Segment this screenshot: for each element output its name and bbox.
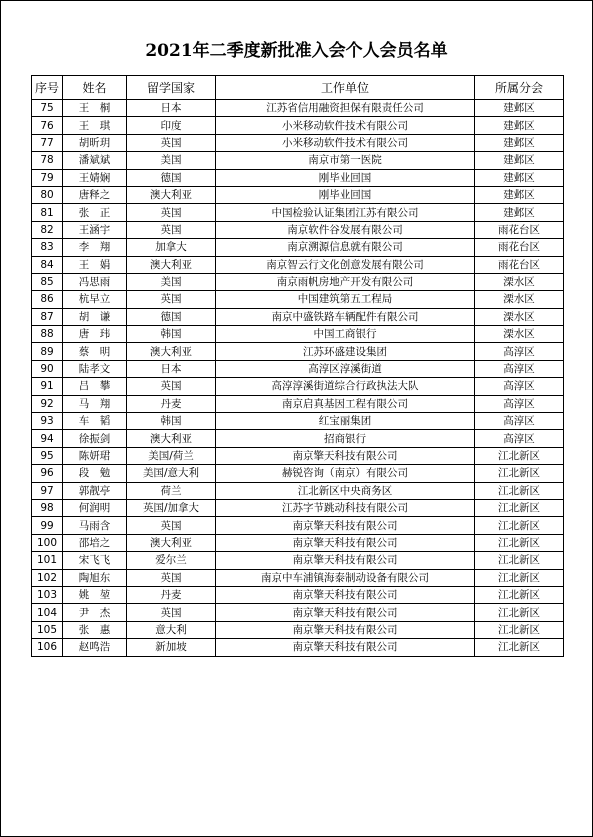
cell-country: 英国 bbox=[127, 221, 216, 238]
cell-branch: 雨花台区 bbox=[475, 239, 564, 256]
cell-name: 尹 杰 bbox=[63, 604, 127, 621]
cell-employer: 南京擎天科技有限公司 bbox=[216, 447, 475, 464]
cell-seq: 82 bbox=[32, 221, 63, 238]
table-row bbox=[32, 326, 564, 343]
cell-employer: 招商银行 bbox=[216, 430, 475, 447]
cell-employer: 南京擎天科技有限公司 bbox=[216, 534, 475, 551]
cell-seq: 80 bbox=[32, 186, 63, 203]
cell-branch: 江北新区 bbox=[475, 447, 564, 464]
cell-branch: 建邺区 bbox=[475, 204, 564, 221]
cell-country: 日本 bbox=[127, 360, 216, 377]
cell-seq: 94 bbox=[32, 430, 63, 447]
cell-branch: 江北新区 bbox=[475, 586, 564, 603]
cell-name: 王涵宇 bbox=[63, 221, 127, 238]
cell-seq: 77 bbox=[32, 134, 63, 151]
cell-country: 英国 bbox=[127, 517, 216, 534]
table-row bbox=[32, 517, 564, 534]
cell-employer: 南京中盛铁路车辆配件有限公司 bbox=[216, 308, 475, 325]
cell-country: 英国 bbox=[127, 569, 216, 586]
cell-country: 澳大利亚 bbox=[127, 186, 216, 203]
cell-branch: 建邺区 bbox=[475, 100, 564, 117]
cell-branch: 建邺区 bbox=[475, 186, 564, 203]
table-row bbox=[32, 256, 564, 273]
table-header-row bbox=[32, 76, 564, 100]
cell-employer: 南京擎天科技有限公司 bbox=[216, 586, 475, 603]
cell-seq: 91 bbox=[32, 378, 63, 395]
cell-employer: 南京擎天科技有限公司 bbox=[216, 517, 475, 534]
cell-employer: 南京启真基因工程有限公司 bbox=[216, 395, 475, 412]
cell-employer: 南京擎天科技有限公司 bbox=[216, 639, 475, 656]
cell-name: 王 桐 bbox=[63, 100, 127, 117]
cell-branch: 建邺区 bbox=[475, 169, 564, 186]
cell-name: 王 娟 bbox=[63, 256, 127, 273]
cell-employer: 南京软件谷发展有限公司 bbox=[216, 221, 475, 238]
cell-seq: 97 bbox=[32, 482, 63, 499]
cell-country: 日本 bbox=[127, 100, 216, 117]
cell-name: 王婧娴 bbox=[63, 169, 127, 186]
cell-branch: 高淳区 bbox=[475, 360, 564, 377]
cell-seq: 79 bbox=[32, 169, 63, 186]
cell-employer: 小米移动软件技术有限公司 bbox=[216, 117, 475, 134]
cell-seq: 99 bbox=[32, 517, 63, 534]
cell-country: 澳大利亚 bbox=[127, 534, 216, 551]
cell-seq: 93 bbox=[32, 413, 63, 430]
table-row bbox=[32, 499, 564, 516]
cell-name: 陶旭东 bbox=[63, 569, 127, 586]
cell-name: 潘斌斌 bbox=[63, 152, 127, 169]
cell-name: 马 翔 bbox=[63, 395, 127, 412]
table-row bbox=[32, 239, 564, 256]
cell-branch: 江北新区 bbox=[475, 604, 564, 621]
cell-branch: 江北新区 bbox=[475, 517, 564, 534]
cell-name: 姚 堃 bbox=[63, 586, 127, 603]
cell-country: 美国/意大利 bbox=[127, 465, 216, 482]
cell-name: 郭靓亭 bbox=[63, 482, 127, 499]
cell-seq: 78 bbox=[32, 152, 63, 169]
cell-seq: 86 bbox=[32, 291, 63, 308]
table-row bbox=[32, 569, 564, 586]
cell-branch: 江北新区 bbox=[475, 499, 564, 516]
cell-branch: 雨花台区 bbox=[475, 256, 564, 273]
table-row bbox=[32, 186, 564, 203]
cell-branch: 高淳区 bbox=[475, 430, 564, 447]
cell-name: 李 翔 bbox=[63, 239, 127, 256]
cell-branch: 高淳区 bbox=[475, 395, 564, 412]
header-branch: 所属分会 bbox=[475, 76, 564, 100]
cell-seq: 105 bbox=[32, 621, 63, 638]
cell-country: 丹麦 bbox=[127, 395, 216, 412]
cell-employer: 赫锐咨询（南京）有限公司 bbox=[216, 465, 475, 482]
cell-country: 荷兰 bbox=[127, 482, 216, 499]
cell-branch: 高淳区 bbox=[475, 343, 564, 360]
cell-name: 胡 谦 bbox=[63, 308, 127, 325]
cell-branch: 高淳区 bbox=[475, 413, 564, 430]
table-row bbox=[32, 621, 564, 638]
table-row bbox=[32, 117, 564, 134]
cell-country: 加拿大 bbox=[127, 239, 216, 256]
cell-country: 韩国 bbox=[127, 326, 216, 343]
cell-country: 印度 bbox=[127, 117, 216, 134]
cell-seq: 100 bbox=[32, 534, 63, 551]
cell-employer: 中国检验认证集团江苏有限公司 bbox=[216, 204, 475, 221]
table-row bbox=[32, 273, 564, 290]
cell-branch: 江北新区 bbox=[475, 569, 564, 586]
cell-branch: 溧水区 bbox=[475, 273, 564, 290]
table-row bbox=[32, 586, 564, 603]
cell-name: 吕 攀 bbox=[63, 378, 127, 395]
cell-branch: 溧水区 bbox=[475, 326, 564, 343]
cell-employer: 南京擎天科技有限公司 bbox=[216, 621, 475, 638]
table-row bbox=[32, 430, 564, 447]
cell-name: 王 琪 bbox=[63, 117, 127, 134]
cell-seq: 98 bbox=[32, 499, 63, 516]
cell-employer: 刚毕业回国 bbox=[216, 186, 475, 203]
cell-seq: 83 bbox=[32, 239, 63, 256]
cell-name: 徐振剑 bbox=[63, 430, 127, 447]
table-row bbox=[32, 204, 564, 221]
cell-name: 冯思雨 bbox=[63, 273, 127, 290]
cell-country: 英国/加拿大 bbox=[127, 499, 216, 516]
cell-seq: 87 bbox=[32, 308, 63, 325]
cell-name: 段 勉 bbox=[63, 465, 127, 482]
cell-employer: 南京擎天科技有限公司 bbox=[216, 604, 475, 621]
cell-branch: 溧水区 bbox=[475, 291, 564, 308]
cell-name: 唐释之 bbox=[63, 186, 127, 203]
cell-country: 德国 bbox=[127, 308, 216, 325]
header-name: 姓名 bbox=[63, 76, 127, 100]
cell-name: 蔡 明 bbox=[63, 343, 127, 360]
cell-name: 邵培之 bbox=[63, 534, 127, 551]
header-country: 留学国家 bbox=[127, 76, 216, 100]
cell-country: 英国 bbox=[127, 378, 216, 395]
cell-name: 宋飞飞 bbox=[63, 552, 127, 569]
cell-country: 英国 bbox=[127, 134, 216, 151]
cell-employer: 红宝丽集团 bbox=[216, 413, 475, 430]
cell-country: 澳大利亚 bbox=[127, 430, 216, 447]
table-row bbox=[32, 534, 564, 551]
cell-employer: 中国工商银行 bbox=[216, 326, 475, 343]
cell-country: 新加坡 bbox=[127, 639, 216, 656]
cell-branch: 江北新区 bbox=[475, 552, 564, 569]
cell-country: 丹麦 bbox=[127, 586, 216, 603]
table-row bbox=[32, 152, 564, 169]
cell-branch: 建邺区 bbox=[475, 134, 564, 151]
table-row bbox=[32, 134, 564, 151]
cell-branch: 建邺区 bbox=[475, 152, 564, 169]
cell-name: 何润明 bbox=[63, 499, 127, 516]
cell-seq: 104 bbox=[32, 604, 63, 621]
table-row bbox=[32, 308, 564, 325]
cell-country: 意大利 bbox=[127, 621, 216, 638]
table-row bbox=[32, 378, 564, 395]
cell-seq: 96 bbox=[32, 465, 63, 482]
cell-employer: 高淳区淳溪街道 bbox=[216, 360, 475, 377]
cell-name: 车 韬 bbox=[63, 413, 127, 430]
cell-employer: 江苏省信用融资担保有限责任公司 bbox=[216, 100, 475, 117]
cell-seq: 85 bbox=[32, 273, 63, 290]
cell-seq: 81 bbox=[32, 204, 63, 221]
table-row bbox=[32, 169, 564, 186]
cell-name: 唐 玮 bbox=[63, 326, 127, 343]
cell-employer: 南京智云行文化创意发展有限公司 bbox=[216, 256, 475, 273]
cell-branch: 雨花台区 bbox=[475, 221, 564, 238]
cell-employer: 刚毕业回国 bbox=[216, 169, 475, 186]
header-employer: 工作单位 bbox=[216, 76, 475, 100]
cell-country: 英国 bbox=[127, 204, 216, 221]
cell-seq: 92 bbox=[32, 395, 63, 412]
cell-country: 美国 bbox=[127, 152, 216, 169]
cell-branch: 江北新区 bbox=[475, 639, 564, 656]
member-table bbox=[31, 75, 564, 657]
cell-name: 胡昕玥 bbox=[63, 134, 127, 151]
table-row bbox=[32, 343, 564, 360]
cell-name: 张 正 bbox=[63, 204, 127, 221]
table-row bbox=[32, 465, 564, 482]
table-row bbox=[32, 447, 564, 464]
table-row bbox=[32, 639, 564, 656]
cell-branch: 溧水区 bbox=[475, 308, 564, 325]
cell-name: 陆孝文 bbox=[63, 360, 127, 377]
table-row bbox=[32, 221, 564, 238]
cell-country: 英国 bbox=[127, 291, 216, 308]
table-row bbox=[32, 291, 564, 308]
table-body bbox=[32, 100, 564, 657]
table-row bbox=[32, 100, 564, 117]
table-row bbox=[32, 482, 564, 499]
cell-branch: 江北新区 bbox=[475, 621, 564, 638]
cell-employer: 南京溯源信息就有限公司 bbox=[216, 239, 475, 256]
cell-country: 澳大利亚 bbox=[127, 343, 216, 360]
cell-seq: 90 bbox=[32, 360, 63, 377]
cell-country: 爱尔兰 bbox=[127, 552, 216, 569]
table-row bbox=[32, 360, 564, 377]
cell-name: 陈妍珺 bbox=[63, 447, 127, 464]
cell-name: 赵鸣浩 bbox=[63, 639, 127, 656]
cell-employer: 江北新区中央商务区 bbox=[216, 482, 475, 499]
cell-employer: 南京擎天科技有限公司 bbox=[216, 552, 475, 569]
cell-seq: 75 bbox=[32, 100, 63, 117]
cell-employer: 南京市第一医院 bbox=[216, 152, 475, 169]
cell-seq: 88 bbox=[32, 326, 63, 343]
cell-employer: 中国建筑第五工程局 bbox=[216, 291, 475, 308]
cell-country: 美国/荷兰 bbox=[127, 447, 216, 464]
header-seq: 序号 bbox=[32, 76, 63, 100]
cell-seq: 101 bbox=[32, 552, 63, 569]
cell-name: 杭早立 bbox=[63, 291, 127, 308]
cell-seq: 84 bbox=[32, 256, 63, 273]
cell-country: 韩国 bbox=[127, 413, 216, 430]
table-row bbox=[32, 395, 564, 412]
cell-seq: 102 bbox=[32, 569, 63, 586]
table-row bbox=[32, 413, 564, 430]
cell-employer: 高淳淳溪街道综合行政执法大队 bbox=[216, 378, 475, 395]
cell-branch: 江北新区 bbox=[475, 534, 564, 551]
cell-name: 马雨含 bbox=[63, 517, 127, 534]
cell-country: 美国 bbox=[127, 273, 216, 290]
cell-employer: 江苏环盛建设集团 bbox=[216, 343, 475, 360]
cell-branch: 建邺区 bbox=[475, 117, 564, 134]
cell-country: 德国 bbox=[127, 169, 216, 186]
cell-seq: 106 bbox=[32, 639, 63, 656]
document-title: 2021年二季度新批准入会个人会员名单 bbox=[145, 41, 448, 61]
cell-seq: 76 bbox=[32, 117, 63, 134]
cell-seq: 103 bbox=[32, 586, 63, 603]
table-row bbox=[32, 552, 564, 569]
cell-branch: 高淳区 bbox=[475, 378, 564, 395]
cell-name: 张 惠 bbox=[63, 621, 127, 638]
table-row bbox=[32, 604, 564, 621]
cell-country: 澳大利亚 bbox=[127, 256, 216, 273]
cell-seq: 95 bbox=[32, 447, 63, 464]
cell-employer: 江苏字节跳动科技有限公司 bbox=[216, 499, 475, 516]
cell-country: 英国 bbox=[127, 604, 216, 621]
cell-branch: 江北新区 bbox=[475, 465, 564, 482]
cell-seq: 89 bbox=[32, 343, 63, 360]
cell-employer: 南京雨帆房地产开发有限公司 bbox=[216, 273, 475, 290]
cell-employer: 南京中车浦镇海泰制动设备有限公司 bbox=[216, 569, 475, 586]
cell-employer: 小米移动软件技术有限公司 bbox=[216, 134, 475, 151]
cell-branch: 江北新区 bbox=[475, 482, 564, 499]
